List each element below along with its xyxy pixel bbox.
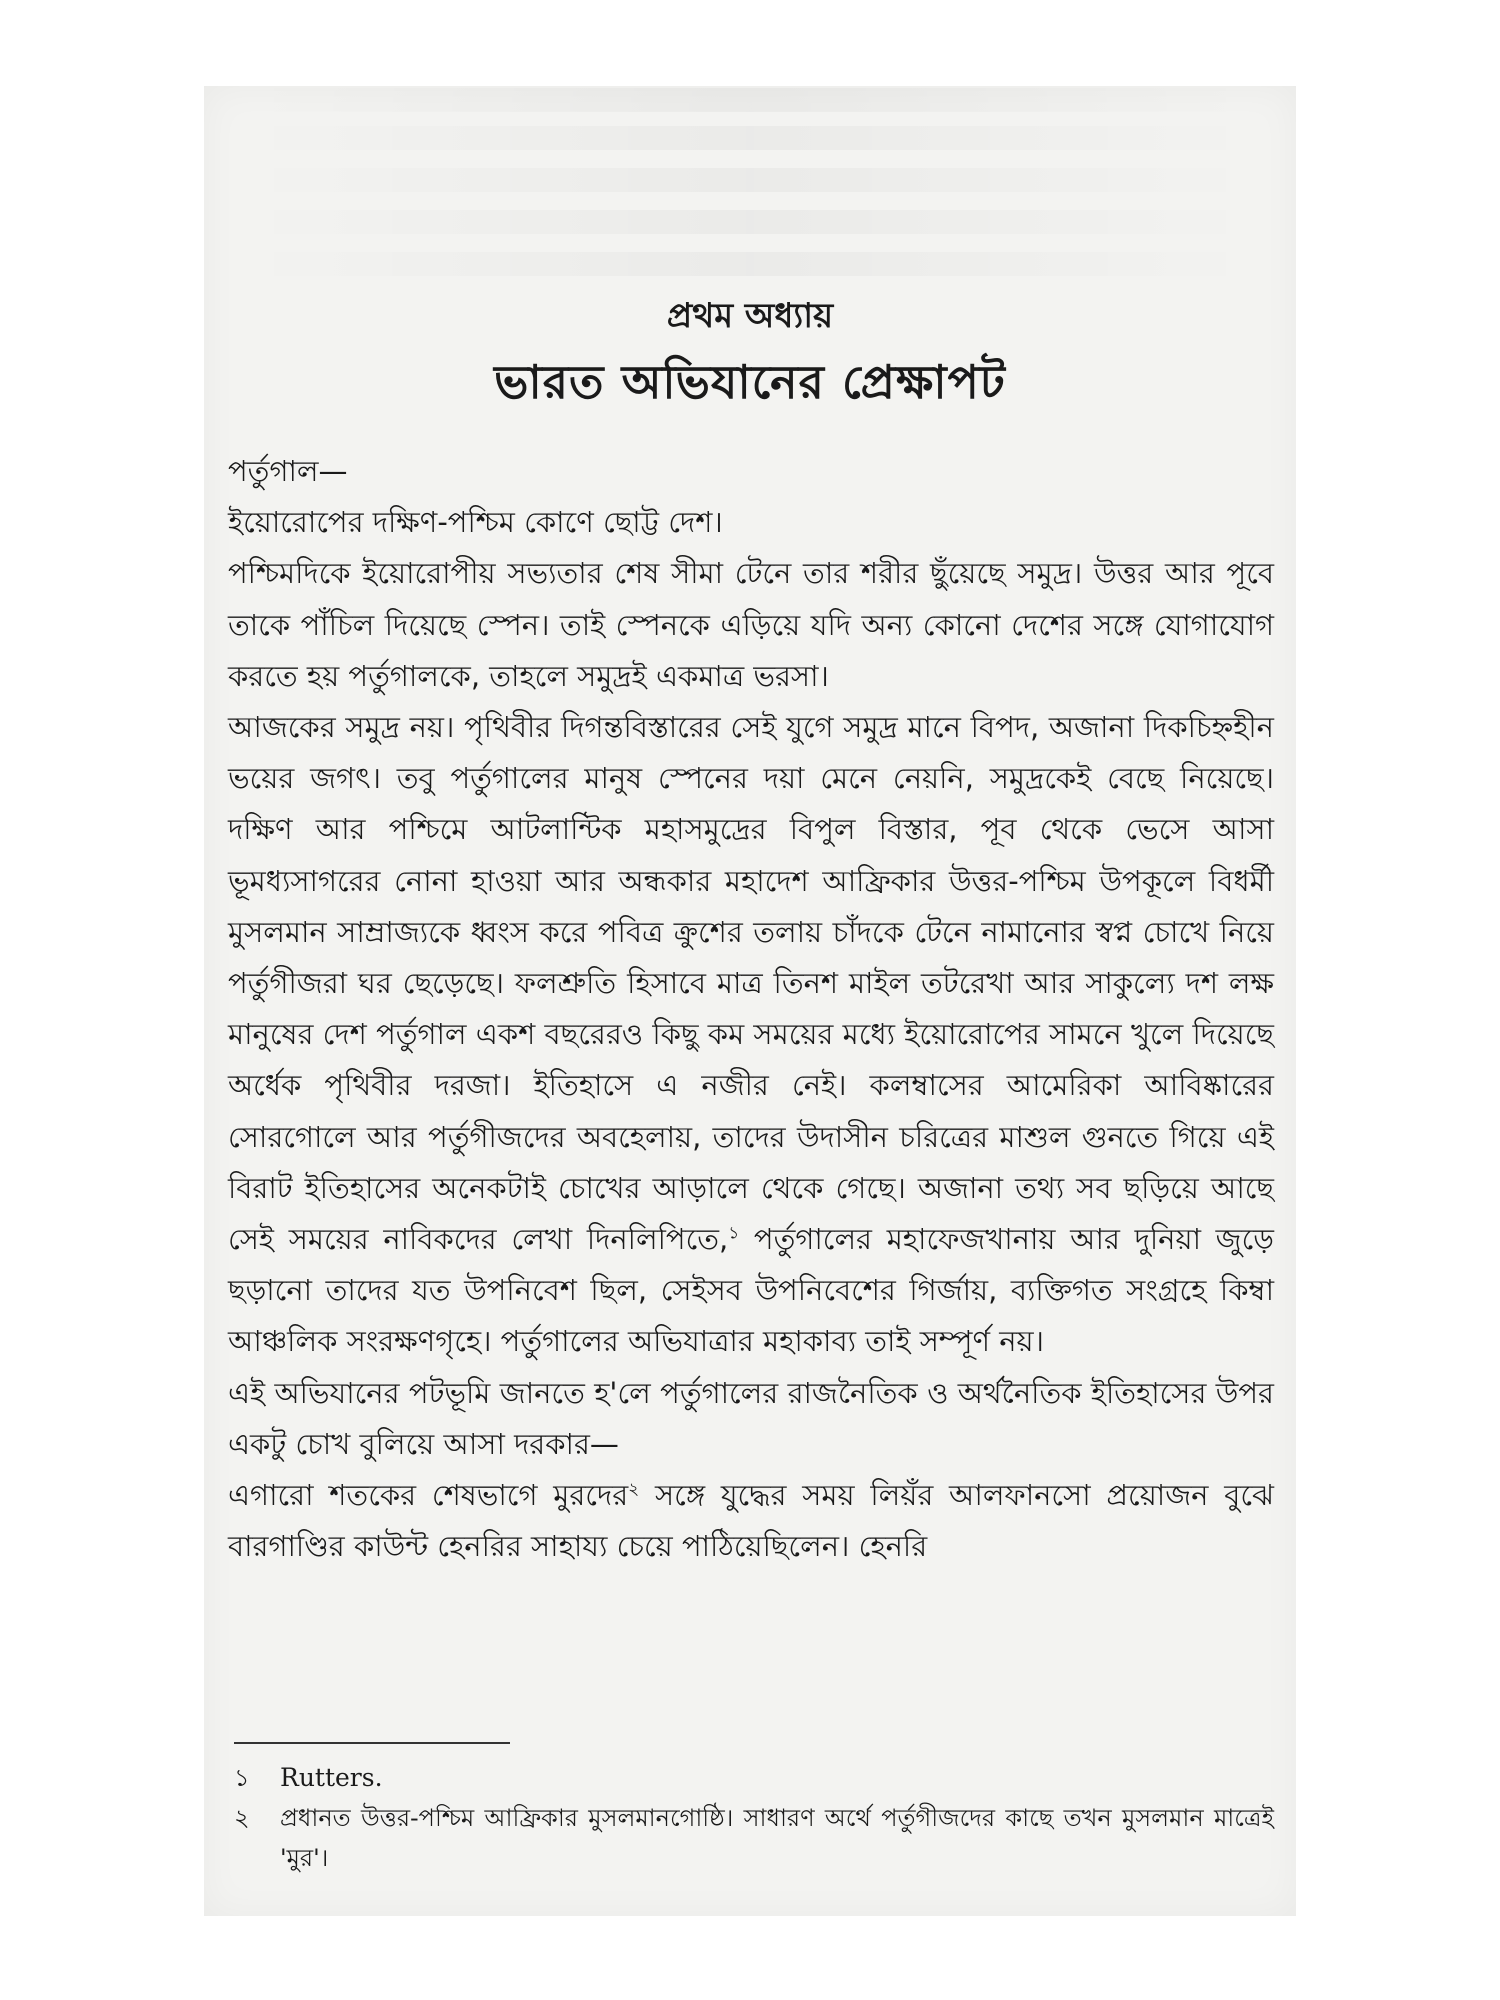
paragraph: পশ্চিমদিকে ইয়োরোপীয় সভ্যতার শেষ সীমা টেনে তার শরীর ছুঁয়েছে সমুদ্র। উত্তর আর পূবে তাকে পাঁচিল দিয়েছে স্পেন। তাই স্পেনকে এড়িয়ে যদি অন্য কোনো দেশের সঙ্গে যোগাযোগ করতে হয় পর্তুগালকে, তাহলে সমুদ্রই একমাত্র ভরসা। (228, 556, 1274, 693)
chapter-label: প্রথম অধ্যায় (666, 296, 834, 336)
paragraph-text: পর্তুগালের মহাফেজখানায় আর দুনিয়া জুড়ে ছড়ানো তাদের যত উপনিবেশ ছিল, সেইসব উপনিবেশের গির্জায়, ব্যক্তিগত সংগ্রহে কিম্বা আঞ্চলিক সংরক্ষণগৃহে। পর্তুগালের অভিযাত্রার মহাকাব্য তাই সম্পূর্ণ নয়। (228, 1222, 1274, 1359)
footnote-ref[interactable]: ২ (628, 1479, 640, 1500)
paragraph: পর্তুগাল— (228, 454, 348, 488)
chapter-title: ভারত অভিযানের প্রেক্ষাপট (494, 355, 1006, 409)
footnote-text: প্রধানত উত্তর-পশ্চিম আফ্রিকার মুসলমানগোষ্ঠি। সাধারণ অর্থে পর্তুগীজদের কাছে তখন মুসলমান মাত্রেই 'মুর'। (280, 1804, 1274, 1872)
paragraph: ইয়োরোপের দক্ষিণ-পশ্চিম কোণে ছোট্ট দেশ। (228, 505, 723, 540)
footnote-number: ১ (234, 1764, 250, 1792)
footnote (234, 1798, 1274, 1878)
paragraph (228, 702, 1274, 1368)
footnote-number: ২ (234, 1804, 250, 1832)
footnote-text: Rutters. (280, 1763, 383, 1792)
paragraph-text: আজকের সমুদ্র নয়। পৃথিবীর দিগন্তবিস্তারের সেই যুগে সমুদ্র মানে বিপদ, অজানা দিকচিহ্নহীন ভয়ের জগৎ। তবু পর্তুগালের মানুষ স্পেনের দয়া মেনে নেয়নি, সমুদ্রকেই বেছে নিয়েছে। দক্ষিণ আর পশ্চিমে আটলান্টিক মহাসমুদ্রের বিপুল বিস্তার, পূব থেকে ভেসে আসা ভূমধ্যসাগরের নোনা হাওয়া আর অন্ধকার মহাদেশ আফ্রিকার উত্তর-পশ্চিম উপকূলে বিধর্মী মুসলমান সাম্রাজ্যকে ধ্বংস করে পবিত্র ক্রুশের তলায় চাঁদকে টেনে নামানোর স্বপ্ন চোখে নিয়ে পর্তুগীজরা ঘর ছেড়েছে। ফলশ্রুতি হিসাবে মাত্র তিনশ মাইল তটরেখা আর সাকুল্যে দশ লক্ষ মানুষের দেশ পর্তুগাল একশ বছরেরও কিছু কম সময়ের মধ্যে ইয়োরোপের সামনে খুলে দিয়েছে অর্ধেক পৃথিবীর দরজা। ইতিহাসে এ নজীর নেই। কলম্বাসের আমেরিকা আবিষ্কারের সোরগোলে আর পর্তুগীজদের অবহেলায়, তাদের উদাসীন চরিত্রের মাশুল গুনতে গিয়ে এই বিরাট ইতিহাসের অনেকটাই চোখের আড়ালে থেকে গেছে। অজানা তথ্য সব ছড়িয়ে আছে সেই সময়ের নাবিকদের লেখা দিনলিপিতে, (228, 710, 1274, 1257)
footnote-ref[interactable]: ১ (728, 1223, 740, 1244)
paragraph-text: সঙ্গে যুদ্ধের সময় লিয়ঁর আলফানসো প্রয়োজন বুঝে বারগাণ্ডির কাউন্ট হেনরির সাহায্য চেয়ে পাঠিয়েছিলেন। হেনরি (228, 1478, 1274, 1564)
show-through-line (244, 168, 1256, 192)
footnotes (234, 1758, 1274, 1878)
paragraph-text: এগারো শতকের শেষভাগে মুরদের (228, 1478, 629, 1513)
paragraph (228, 1470, 1274, 1572)
footnote (234, 1758, 1274, 1798)
show-through-line (244, 126, 1256, 150)
footnote-divider (234, 1742, 510, 1744)
show-through-line (244, 88, 1256, 112)
body-text (228, 446, 1274, 1572)
book-page (204, 86, 1296, 1916)
paragraph: এই অভিযানের পটভূমি জানতে হ'লে পর্তুগালের রাজনৈতিক ও অর্থনৈতিক ইতিহাসের উপর একটু চোখ বুলিয়ে আসা দরকার— (228, 1375, 1274, 1461)
show-through-line (244, 210, 1256, 234)
show-through-line (244, 252, 1256, 276)
